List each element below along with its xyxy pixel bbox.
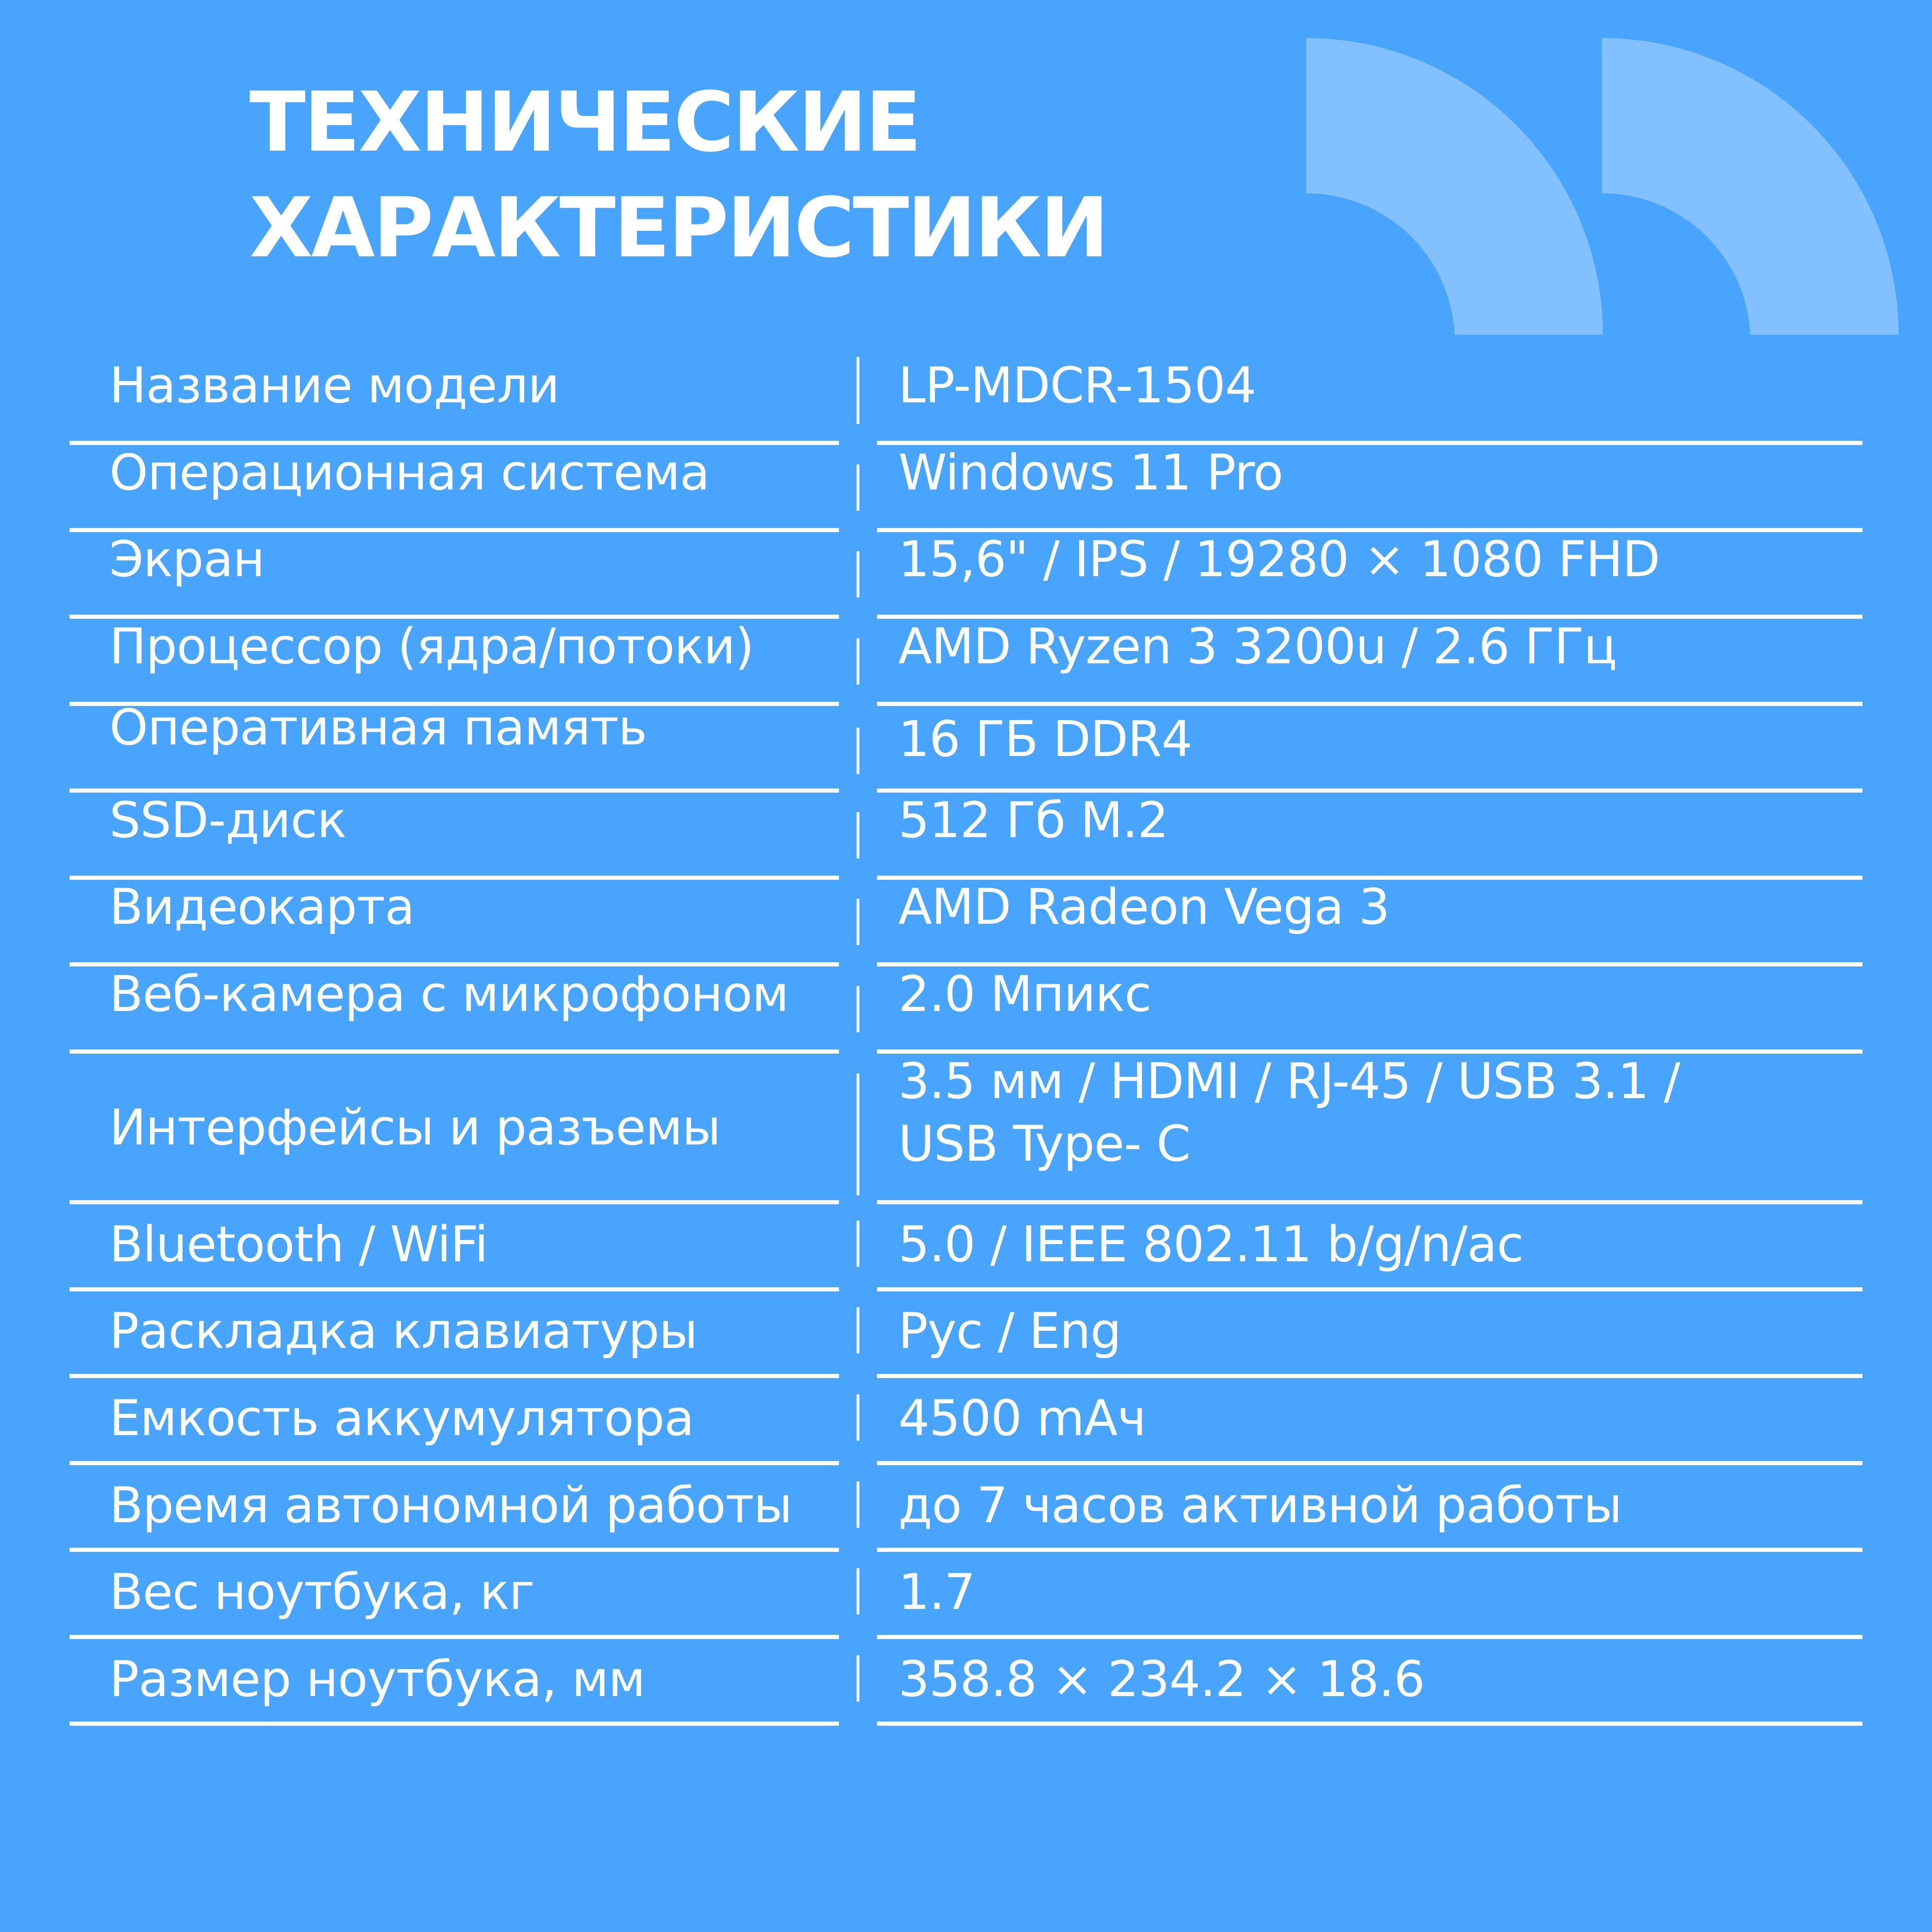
row-divider <box>70 1287 839 1291</box>
spec-value: AMD Radeon Vega 3 <box>898 878 1390 935</box>
spec-value: Рус / Eng <box>898 1303 1121 1360</box>
row-divider <box>70 1200 839 1204</box>
row-divider <box>70 1461 839 1465</box>
spec-value: 1.7 <box>898 1563 975 1621</box>
column-divider <box>857 899 859 945</box>
spec-label: Размер ноутбука, мм <box>109 1651 645 1708</box>
spec-label: SSD-диск <box>109 792 346 849</box>
row-divider <box>877 1461 1862 1465</box>
spec-label: Экран <box>109 531 265 588</box>
row-divider <box>70 1374 839 1378</box>
row-divider <box>877 1374 1862 1378</box>
column-divider <box>857 638 859 685</box>
column-divider <box>857 357 859 424</box>
spec-value: 4500 mAч <box>898 1390 1146 1447</box>
spec-label: Операционная система <box>109 444 710 501</box>
column-divider <box>857 1481 859 1528</box>
row-divider <box>70 1722 839 1726</box>
spec-value-line-2: USB Type- C <box>898 1115 1190 1172</box>
spec-label: Раскладка клавиатуры <box>109 1303 698 1360</box>
column-divider <box>857 551 859 597</box>
spec-label: Название модели <box>109 357 559 414</box>
column-divider <box>857 1074 859 1195</box>
title-line-1: ТЕХНИЧЕСКИЕ <box>249 74 920 170</box>
column-divider <box>857 1394 859 1441</box>
spec-value: 512 Гб M.2 <box>898 792 1169 849</box>
spec-value: LP-MDCR-1504 <box>898 357 1256 414</box>
row-divider <box>877 1635 1862 1639</box>
spec-value: 2.0 Мпикс <box>898 966 1151 1023</box>
row-divider <box>877 1200 1862 1204</box>
spec-label: Веб-камера с микрофоном <box>109 966 789 1023</box>
spec-value: 15,6" / IPS / 19280 × 1080 FHD <box>898 531 1660 588</box>
spec-value: до 7 часов активной работы <box>898 1477 1622 1534</box>
spec-label: Вес ноутбука, кг <box>109 1563 534 1621</box>
spec-label: Видеокарта <box>109 878 414 935</box>
title-line-2: ХАРАКТЕРИСТИКИ <box>249 180 1107 276</box>
row-divider <box>70 1635 839 1639</box>
spec-label: Процессор (ядра/потоки) <box>109 618 754 675</box>
column-divider <box>857 1307 859 1354</box>
spec-label: Оперативная память <box>109 699 647 756</box>
column-divider <box>857 464 859 511</box>
row-divider <box>877 702 1862 706</box>
column-divider <box>857 986 859 1032</box>
row-divider <box>877 1548 1862 1552</box>
column-divider <box>857 812 859 858</box>
spec-value-line-1: 3.5 мм / HDMI / RJ-45 / USB 3.1 / <box>898 1053 1680 1110</box>
spec-value: 16 ГБ DDR4 <box>898 711 1192 768</box>
spec-label: Интерфейсы и разъемы <box>109 1099 721 1156</box>
spec-label: Емкость аккумулятора <box>109 1390 694 1447</box>
spec-label: Bluetooth / WiFi <box>109 1216 488 1273</box>
column-divider <box>857 1220 859 1267</box>
row-divider <box>70 1548 839 1552</box>
spec-value: Windows 11 Pro <box>898 444 1283 501</box>
row-divider <box>877 1287 1862 1291</box>
row-divider <box>70 1049 839 1054</box>
spec-value: 5.0 / IEEE 802.11 b/g/n/ac <box>898 1216 1524 1273</box>
spec-value: 358.8 × 234.2 × 18.6 <box>898 1651 1425 1708</box>
row-divider <box>877 1722 1862 1726</box>
column-divider <box>857 728 859 774</box>
spec-value: AMD Ryzen 3 3200u / 2.6 ГГц <box>898 618 1617 675</box>
spec-label: Время автономной работы <box>109 1477 792 1534</box>
column-divider <box>857 1568 859 1614</box>
column-divider <box>857 1655 859 1702</box>
